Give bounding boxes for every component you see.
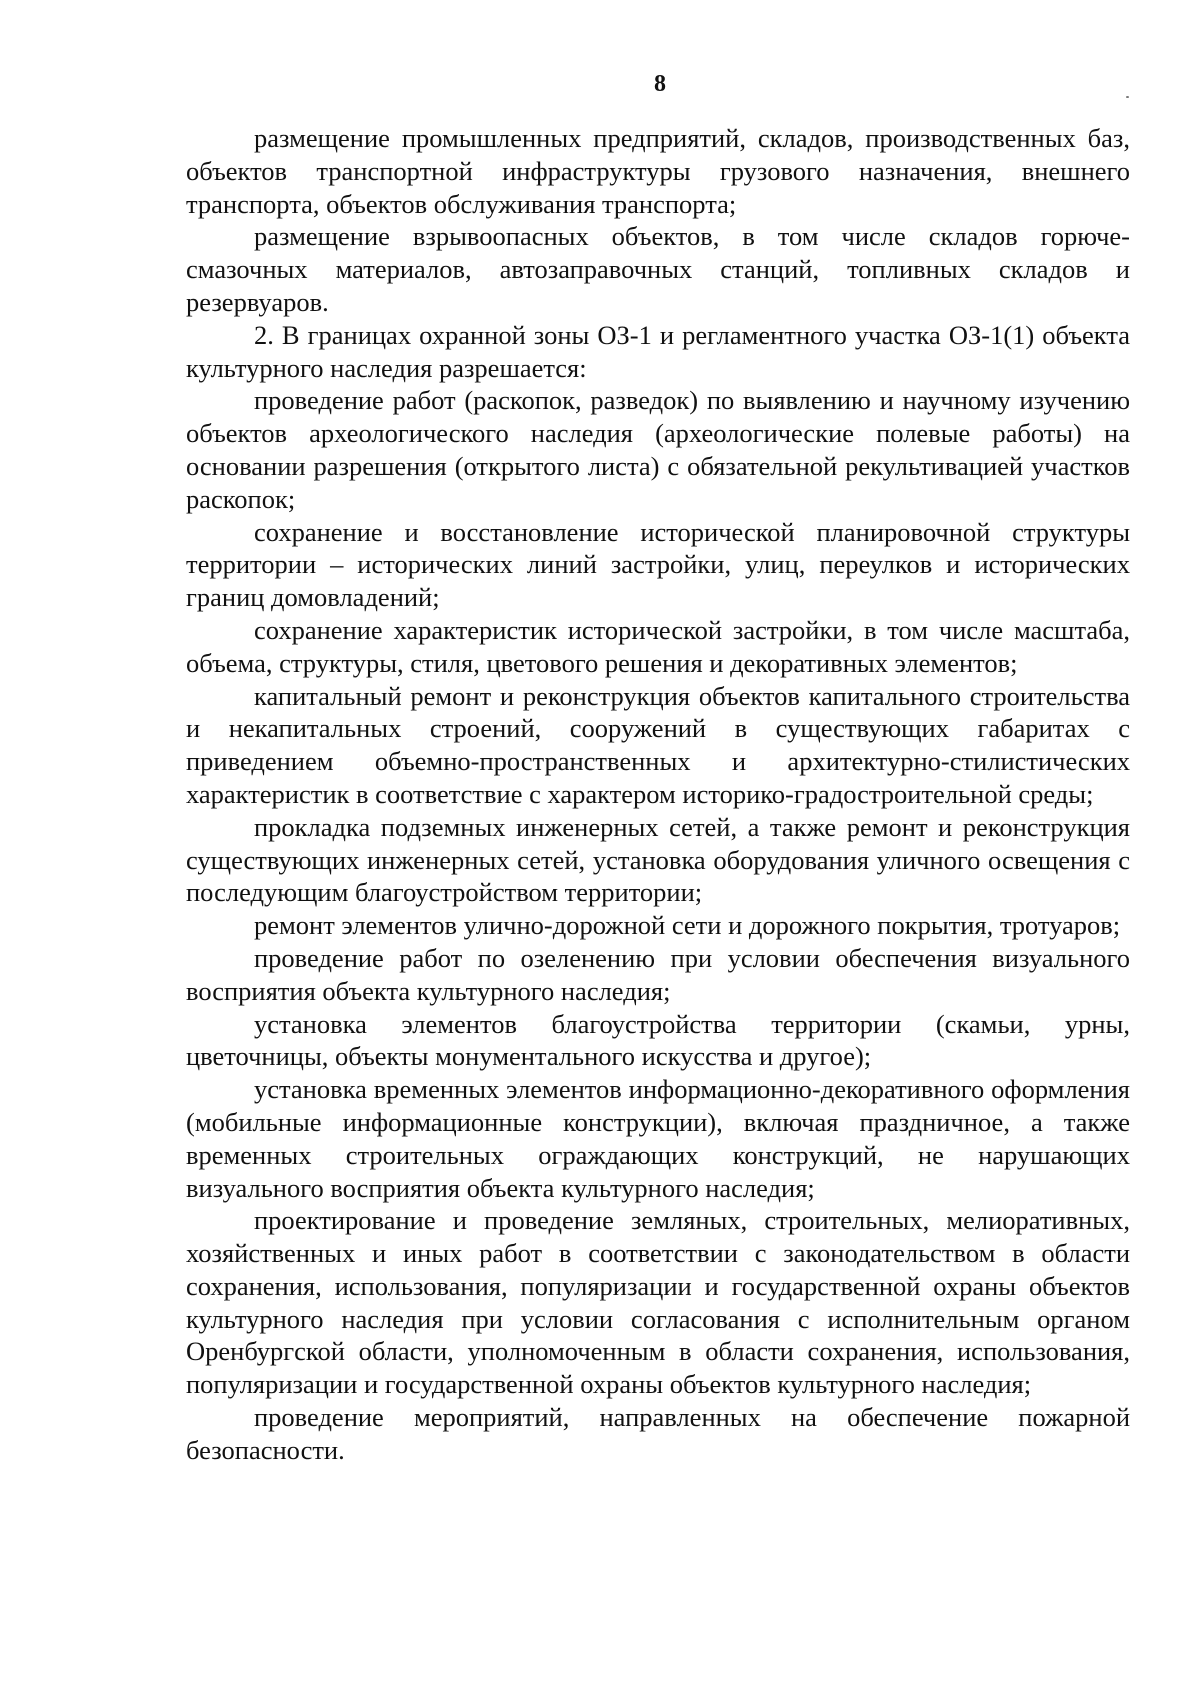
paragraph-fire-safety: проведение мероприятий, направленных на обеспечение пожарной безопасности. [186,1402,1130,1465]
paragraph-street-furniture: установка элементов благоустройства территории (скамьи, урны, цветочницы, объекты монументального искусства и другое); [186,1008,1130,1072]
paragraph-landscaping: проведение работ по озеленению при условии обеспечения визуального восприятия объекта культурного наследия; [186,942,1130,1006]
paragraph-temporary-decor: установка временных элементов информационно-декоративного оформления (мобильные информационные конструкции), включая праздничное, а также временных строительных ограждающих конструкций, не нарушающих визуального восприятия объекта культурного наследия; [186,1074,1130,1203]
page-number: 8 [654,71,666,97]
paragraph-archaeological-works: проведение работ (раскопок, разведок) по выявлению и научному изучению объектов археологического наследия (археологические полевые работы) на основании разрешения (открытого листа) с обязательной рекультивацией участков раскопок; [186,385,1130,514]
paragraph-capital-repair: капитальный ремонт и реконструкция объектов капитального строительства и некапитальных строений, сооружений в существующих габаритах с приведением объемно-пространственных и архитектурно-стилистических характеристик в соответствие с характером историко-градостроительной среды; [186,680,1130,809]
scan-speck [1126,96,1129,98]
paragraph-section-2-heading: 2. В границах охранной зоны ОЗ-1 и регламентного участка ОЗ-1(1) объекта культурного наследия разрешается: [186,319,1130,383]
paragraph-design-and-works: проектирование и проведение земляных, строительных, мелиоративных, хозяйственных и иных работ в соответствии с законодательством в области сохранения, использования, популяризации и государственной охраны объектов культурного наследия при условии согласования с исполнительным органом Оренбургской области, уполномоченным в области сохранения, использования, популяризации и государственной охраны объектов культурного наследия; [186,1205,1130,1400]
paragraph-road-repair: ремонт элементов улично-дорожной сети и дорожного покрытия, тротуаров; [254,910,1121,941]
paragraph-industrial-placement: размещение промышленных предприятий, складов, производственных баз, объектов транспортной инфраструктуры грузового назначения, внешнего транспорта, объектов обслуживания транспорта; [186,123,1130,219]
paragraph-historic-buildings: сохранение характеристик исторической застройки, в том числе масштаба, объема, структуры, стиля, цветового решения и декоративных элементов; [186,614,1130,678]
paragraph-planning-structure: сохранение и восстановление исторической планировочной структуры территории – исторических линий застройки, улиц, переулков и исторических границ домовладений; [186,516,1130,613]
paragraph-explosive-objects: размещение взрывоопасных объектов, в том числе складов горюче-смазочных материалов, автозаправочных станций, топливных складов и резервуаров. [186,221,1130,317]
document-body [186,122,1130,1467]
paragraph-engineering-networks: прокладка подземных инженерных сетей, а также ремонт и реконструкция существующих инженерных сетей, установка оборудования уличного освещения с последующим благоустройством территории; [186,811,1130,908]
